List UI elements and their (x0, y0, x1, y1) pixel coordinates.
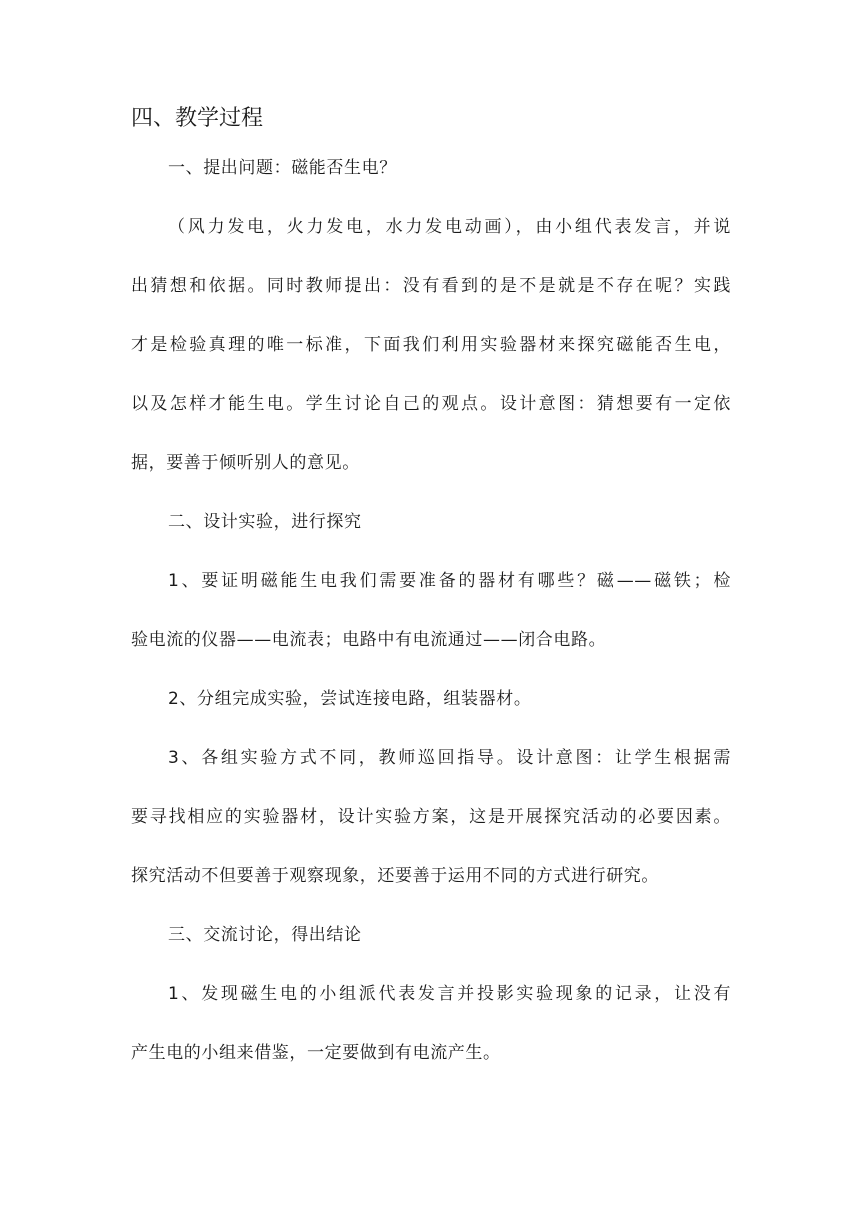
subsection-heading: 三、交流讨论，得出结论 (168, 925, 362, 945)
subsection-heading: 一、提出问题：磁能否生电？ (168, 158, 397, 178)
paragraph-line: 验电流的仪器——电流表；电路中有电流通过——闭合电路。 (131, 630, 607, 650)
subsection-heading: 二、设计实验，进行探究 (168, 512, 362, 532)
paragraph-line: （风力发电，火力发电，水力发电动画），由小组代表发言，并说 (168, 217, 731, 237)
paragraph-line: 据，要善于倾听别人的意见。 (131, 453, 360, 473)
paragraph-line: 要寻找相应的实验器材，设计实验方案，这是开展探究活动的必要因素。 (131, 807, 731, 827)
paragraph-line: 产生电的小组来借鉴，一定要做到有电流产生。 (131, 1043, 501, 1063)
paragraph-line: 1、发现磁生电的小组派代表发言并投影实验现象的记录，让没有 (168, 984, 731, 1004)
section-heading: 四、教学过程 (131, 106, 264, 131)
paragraph-line: 3、各组实验方式不同，教师巡回指导。设计意图：让学生根据需 (168, 748, 731, 768)
paragraph-line: 才是检验真理的唯一标准，下面我们利用实验器材来探究磁能否生电， (131, 335, 731, 355)
paragraph-line: 2、分组完成实验，尝试连接电路，组装器材。 (168, 689, 532, 709)
paragraph-line: 以及怎样才能生电。学生讨论自己的观点。设计意图：猜想要有一定依 (131, 394, 731, 414)
paragraph-line: 出猜想和依据。同时教师提出：没有看到的是不是就是不存在呢？实践 (131, 276, 731, 296)
paragraph-line: 探究活动不但要善于观察现象，还要善于运用不同的方式进行研究。 (131, 866, 659, 886)
paragraph-line: 1、要证明磁能生电我们需要准备的器材有哪些？磁——磁铁；检 (168, 571, 731, 591)
